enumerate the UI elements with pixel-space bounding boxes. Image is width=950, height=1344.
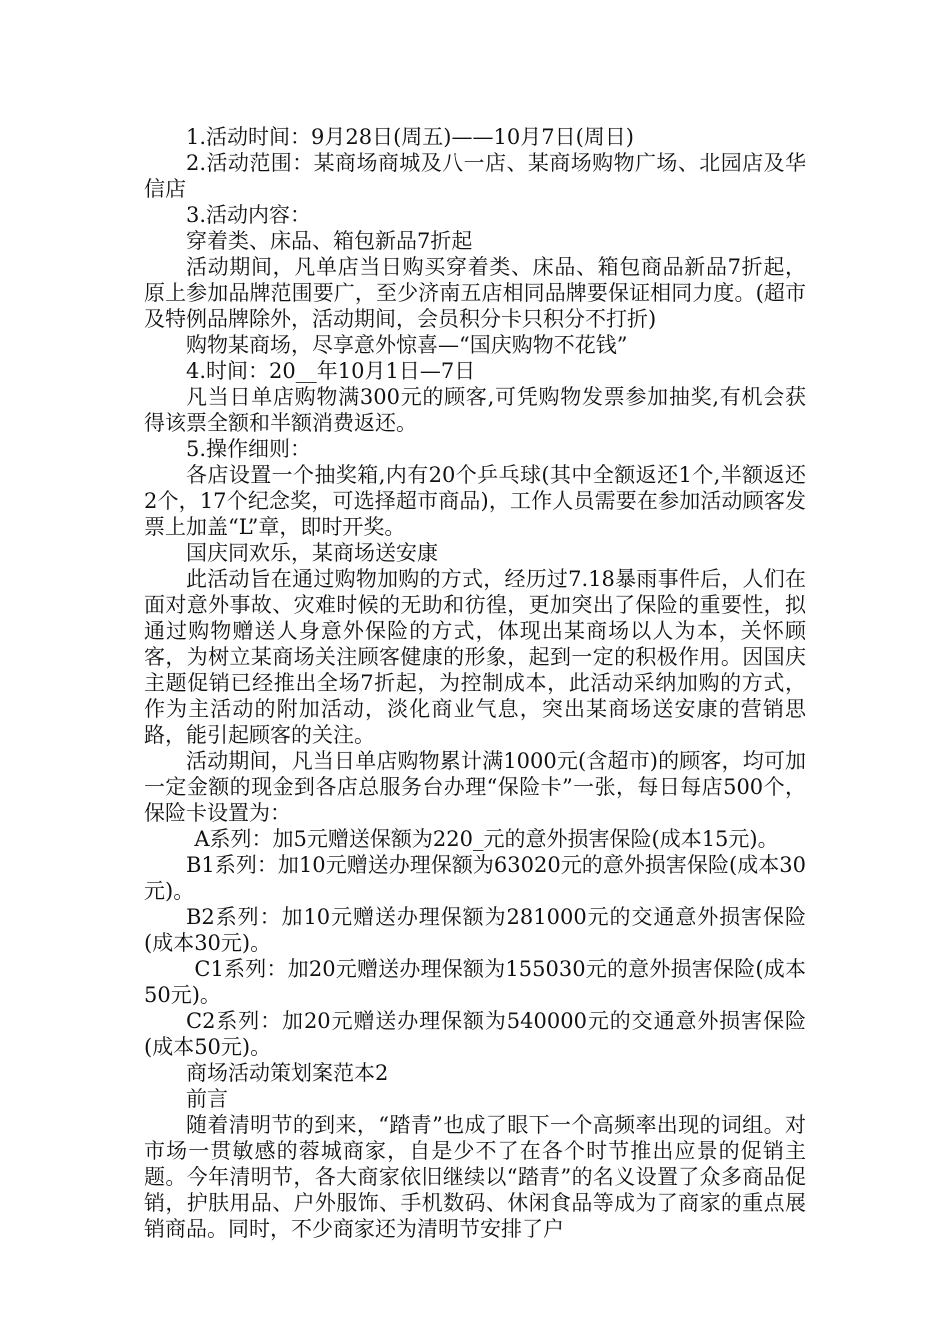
paragraph-preface-body: 随着清明节的到来，“踏青”也成了眼下一个高频率出现的词组。对市场一贯敏感的蓉城商家，自是少不了在各个时节推出应景的促销主题。今年清明节，各大商家依旧继续以“踏青”的名义设置了众多商品促销，护肤用品、户外服饰、手机数码、休闲食品等成为了商家的重点展销商品。同时，不少商家还为清明节安排了户 (144, 1113, 806, 1241)
paragraph-series-c2: C2系列：加20元赠送办理保额为540000元的交通意外损害保险(成本50元)。 (144, 1009, 806, 1059)
paragraph-discount-title: 穿着类、床品、箱包新品7折起 (186, 229, 473, 253)
paragraph-insurance-purpose: 此活动旨在通过购物加购的方式，经历过7.18暴雨事件后，人们在面对意外事故、灾难时候的无助和彷徨，更加突出了保险的重要性，拟通过购物赠送人身意外保险的方式，体现出某商场以人为本，关怀顾客，为树立某商场关注顾客健康的形象，起到一定的积极作用。因国庆主题促销已经推出全场7折起，为控制成本，此活动采纳加购的方式，作为主活动的附加活动，淡化商业气息，突出某商场送安康的营销思路，能引起顾客的关注。 (144, 567, 806, 747)
paragraph-discount-detail: 活动期间，凡单店当日购买穿着类、床品、箱包商品新品7折起，原上参加品牌范围要广，至少济南五店相同品牌要保证相同力度。(超市及特例品牌除外，活动期间，会员积分卡只积分不打折) (144, 255, 806, 331)
paragraph-lottery-rule: 凡当日单店购物满300元的顾客,可凭购物发票参加抽奖,有机会获得该票全额和半额消费返还。 (144, 385, 806, 435)
paragraph-series-c1: C1系列：加20元赠送办理保额为155030元的意外损害保险(成本50元)。 (144, 957, 806, 1007)
paragraph-operation-detail: 各店设置一个抽奖箱,内有20个乒乓球(其中全额返还1个,半额返还2个，17个纪念奖，可选择超市商品)，工作人员需要在参加活动顾客发票上加盖“L”章，即时开奖。 (144, 463, 806, 539)
document-body (144, 124, 806, 1242)
paragraph-series-a: A系列：加5元赠送保额为220_元的意外损害保险(成本15元)。 (194, 827, 779, 851)
paragraph-activity-scope: 2.活动范围：某商场商城及八一店、某商场购物广场、北园店及华信店 (144, 151, 806, 201)
paragraph-insurance-rule: 活动期间，凡当日单店购物累计满1000元(含超市)的顾客，均可加一定金额的现金到各店总服务台办理“保险卡”一张，每日每店500个，保险卡设置为： (144, 749, 806, 825)
paragraph-series-b1: B1系列：加10元赠送办理保额为63020元的意外损害保险(成本30元)。 (144, 853, 806, 903)
paragraph-preface-heading: 前言 (186, 1087, 228, 1111)
paragraph-series-b2: B2系列：加10元赠送办理保额为281000元的交通意外损害保险(成本30元)。 (144, 905, 806, 955)
paragraph-operation-heading: 5.操作细则： (186, 437, 312, 461)
paragraph-activity-content-heading: 3.活动内容： (186, 203, 312, 227)
paragraph-insurance-title: 国庆同欢乐，某商场送安康 (186, 541, 438, 565)
paragraph-activity-time: 1.活动时间：9月28日(周五)——10月7日(周日) (186, 125, 634, 149)
paragraph-lottery-title: 购物某商场，尽享意外惊喜—“国庆购物不花钱” (186, 333, 628, 357)
paragraph-lottery-time: 4.时间：20__年10月1日—7日 (186, 359, 476, 383)
paragraph-section-title-2: 商场活动策划案范本2 (186, 1061, 389, 1085)
